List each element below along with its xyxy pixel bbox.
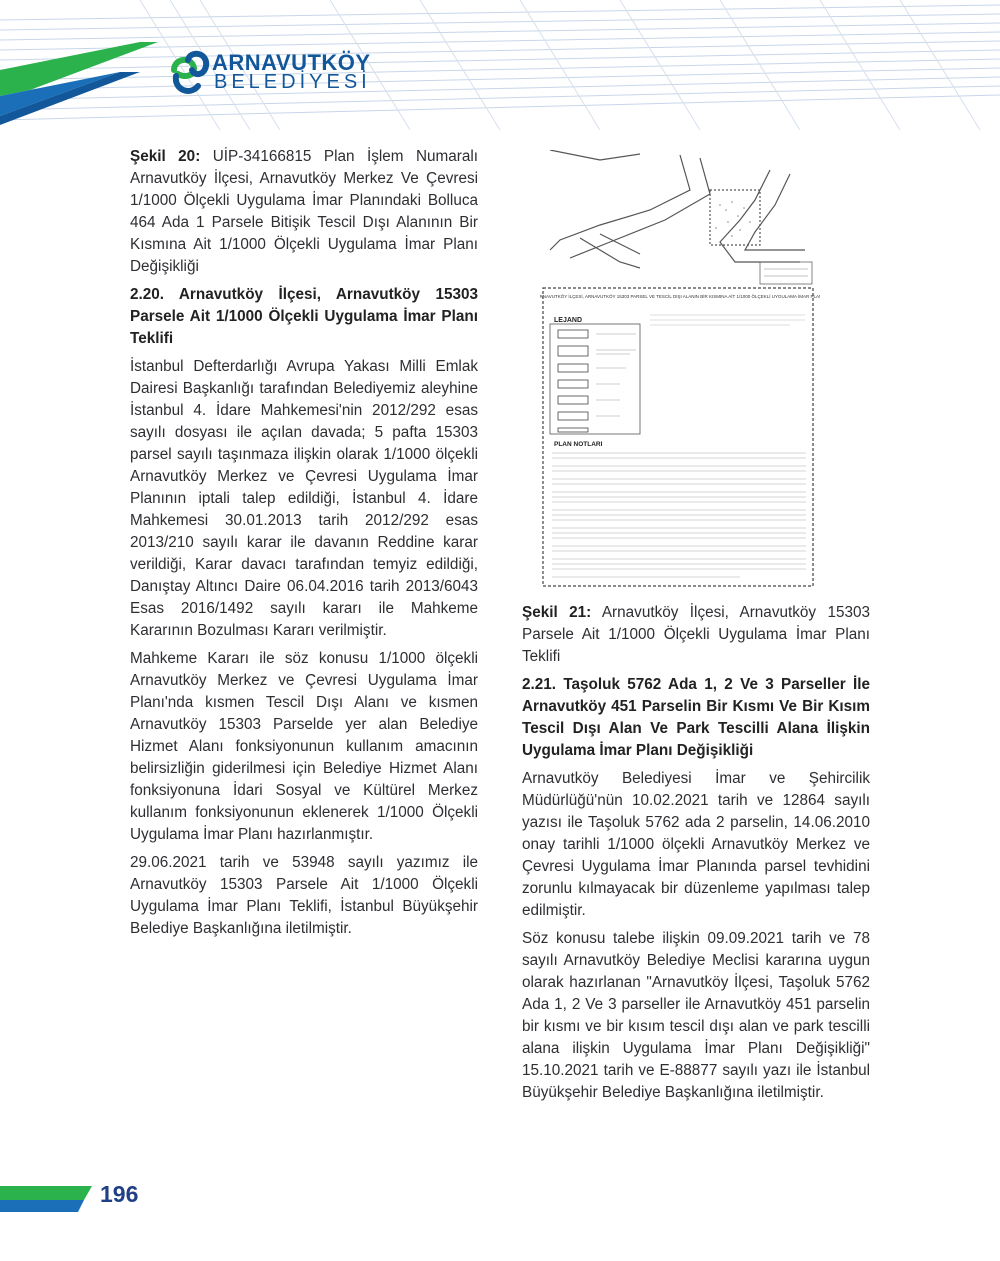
- plan-title: ARNAVUTKÖY İLÇESİ, ARNAVUTKÖY 15303 PARSEL VE TESCİL DIŞI ALANIN BİR KISMINA AİT 1/1000 ÖLÇEKLİ UYGULAMA İMAR PLANI: [540, 294, 820, 299]
- figure-20-caption: [130, 146, 478, 278]
- header-band: [0, 0, 1000, 130]
- header-wave-lines: [0, 0, 1000, 130]
- section-2-21-para-1: Arnavutköy Belediyesi İmar ve Şehircilik Müdürlüğü'nün 10.02.2021 tarih ve 12864 sayılı yazısı ile Taşoluk 5762 ada 2 parselin, 14.06.2010 onay tarihli 1/1000 ölçekli Arnavutköy Merkez ve Çevresi Uygulama İmar Planında parsel tevhidini zorunlu kılmayacak bir düzenleme yapılması talep edilmiştir.: [522, 770, 870, 919]
- right-column: [522, 602, 870, 1104]
- figure-20-text: UİP-34166815 Plan İşlem Numaralı Arnavutköy İlçesi, Arnavutköy Merkez Ve Çevresi 1/1000 Ölçekli Uygulama İmar Planındaki Bolluca 464 Ada 1 Parsele Bitişik Tescil Dışı Alanının Bir Kısmına Ait 1/1000 Ölçekli Uygulama İmar Planı Değişikliği: [130, 148, 479, 275]
- section-2-20-para-3: 29.06.2021 tarih ve 53948 sayılı yazımız ile Arnavutköy 15303 Parsele Ait 1/1000 Ölçekli Uygulama İmar Planı Teklifi, İstanbul Büyükşehir Belediye Başkanlığına iletilmiştir.: [130, 854, 478, 937]
- logo-subtitle: BELEDİYESİ: [214, 71, 371, 93]
- logo-mark-icon: [168, 48, 212, 98]
- section-2-20-para-1: İstanbul Defterdarlığı Avrupa Yakası Milli Emlak Dairesi Başkanlığı tarafından Belediyemiz aleyhine İstanbul 4. İdare Mahkemesi'nin 2012/292 esas sayılı dosyası ile açılan davada; 5 pafta 15303 parsel sayılı taşınmaza ilişkin olarak 1/1000 ölçekli Arnavutköy Merkez ve Çevresi Uygulama İmar Planının iptali talep edildiği, İstanbul 4. İdare Mahkemesi 30.01.2013 tarih 2012/292 esas 2013/210 sayılı karar ile davanın Reddine karar verildiği, Karar davacı tarafından temyiz edildiği, Danıştay Altıncı Daire 06.04.2016 tarih 2013/6043 Esas 2016/1492 sayılı kararı ile Mahkeme Kararının Bozulması Kararı verilmiştir.: [130, 358, 478, 639]
- figure-21-plan-image: [540, 150, 820, 590]
- logo-title: ARNAVUTKÖY: [212, 50, 371, 75]
- zoning-plan-drawing: [540, 150, 820, 590]
- brand-logo: [168, 48, 398, 100]
- section-2-20-para-2: Mahkeme Kararı ile söz konusu 1/1000 ölçekli Arnavutköy Merkez ve Çevresi Uygulama İmar Planı'nda kısmen Tescil Dışı Alanı ve kısmen Arnavutköy 15303 Parselde yer alan Belediye Hizmet Alanı fonksiyonunun kullanım amacının belirsizliğin giderilmesi için Belediye Hizmet Alanı fonksiyonuna İdari Sosyal ve Kültürel Merkez kullanım fonksiyonunun eklenerek 1/1000 Ölçekli Uygulama İmar Planı hazırlanmıştır.: [130, 650, 478, 843]
- page-number: 196: [100, 1181, 139, 1207]
- figure-20-label: Şekil 20:: [130, 148, 201, 165]
- footer-accent-bar: [0, 1178, 92, 1214]
- section-2-21-para-2: Söz konusu talebe ilişkin 09.09.2021 tarih ve 78 sayılı Arnavutköy Belediye Meclisi kararına uygun olarak hazırlanan "Arnavutköy İlçesi, Taşoluk 5762 Ada 1, 2 Ve 3 parseller ile Arnavutköy 451 parselin bir kısmı ve bir kısım tescil dışı alan ve park tescilli alana ilişkin Uygulama İmar Planı Değişikliği" 15.10.2021 tarih ve E-88877 sayılı yazı ile İstanbul Büyükşehir Belediye Başkanlığına iletilmiştir.: [522, 930, 870, 1101]
- figure-21-text: Arnavutköy İlçesi, Arnavutköy 15303 Parsele Ait 1/1000 Ölçekli Uygulama İmar Planı Teklifi: [522, 604, 870, 665]
- figure-21-label: Şekil 21:: [522, 604, 592, 621]
- section-2-21-heading: 2.21. Taşoluk 5762 Ada 1, 2 Ve 3 Parseller İle Arnavutköy 451 Parselin Bir Kısmı Ve Bir Kısım Tescil Dışı Alan Ve Park Tescilli Alana İlişkin Uygulama İmar Planı Değişikliği: [522, 676, 870, 759]
- plan-legend-title: LEJAND: [554, 317, 583, 324]
- figure-21-caption: [522, 602, 870, 668]
- left-column: [130, 146, 478, 940]
- section-2-20-heading: 2.20. Arnavutköy İlçesi, Arnavutköy 15303 Parsele Ait 1/1000 Ölçekli Uygulama İmar Planı Teklifi: [130, 286, 478, 347]
- plan-notes-title: PLAN NOTLARI: [554, 441, 603, 448]
